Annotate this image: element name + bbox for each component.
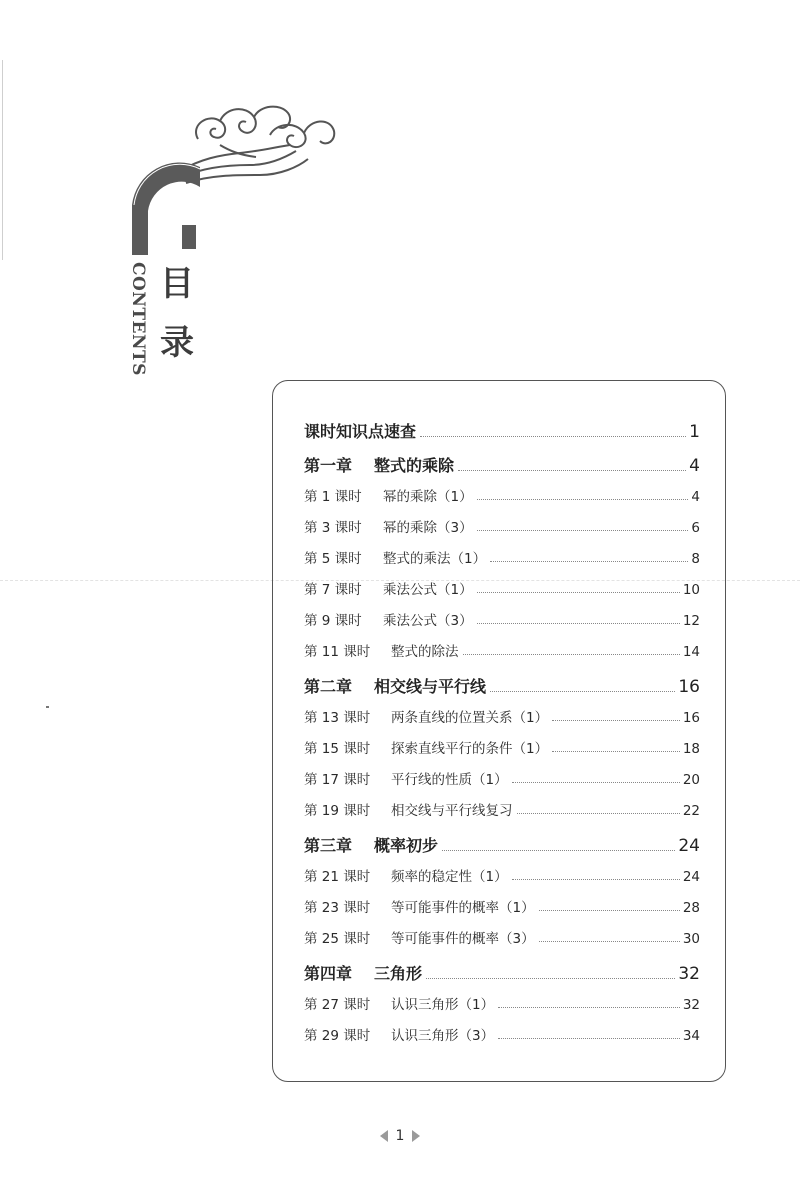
lesson-number: 第 5 课时 [304,551,362,567]
dot-leader [490,691,675,692]
dot-leader [477,530,689,531]
scan-edge-line [2,60,3,260]
chapter-number: 第三章 [304,836,353,855]
lesson-number: 第 23 课时 [304,900,371,916]
toc-lesson-row[interactable] [304,640,700,660]
toc-chapter-row[interactable] [304,833,700,856]
lesson-page: 10 [682,582,700,598]
toc-lesson-row[interactable] [304,485,700,505]
toc-lesson-row[interactable] [304,609,700,629]
lesson-title: 乘法公式（1） [383,582,473,598]
lesson-title: 等可能事件的概率（3） [391,931,535,947]
toc-intro-label: 课时知识点速查 [304,422,417,441]
lesson-title: 整式的乘法（1） [383,551,487,567]
title-char-lu: 录 [160,323,194,363]
chapter-title: 概率初步 [374,836,439,855]
dot-leader [490,561,688,562]
dot-leader [477,499,689,500]
chapter-number: 第四章 [304,964,353,983]
toc-chapter-row[interactable] [304,674,700,697]
lesson-page: 16 [682,710,700,726]
lesson-number: 第 7 课时 [304,582,362,598]
lesson-page: 22 [682,803,700,819]
lesson-number: 第 25 课时 [304,931,371,947]
lesson-number: 第 17 课时 [304,772,371,788]
chapter-page: 16 [678,677,700,697]
lesson-number: 第 13 课时 [304,710,371,726]
toc-lesson-row[interactable] [304,1024,700,1044]
dot-leader [477,592,680,593]
lesson-title: 平行线的性质（1） [391,772,508,788]
lesson-page: 18 [682,741,700,757]
toc-lesson-row[interactable] [304,706,700,726]
cloud-swirl-icon [120,95,340,255]
dot-leader [498,1038,680,1039]
dot-leader [458,470,686,471]
lesson-number: 第 29 课时 [304,1028,371,1044]
lesson-title: 幂的乘除（3） [383,520,473,536]
dot-leader [420,436,686,437]
dot-leader [426,978,675,979]
lesson-page: 32 [682,997,700,1013]
lesson-number: 第 15 课时 [304,741,371,757]
dot-leader [539,910,680,911]
lesson-title: 幂的乘除（1） [383,489,473,505]
triangle-left-icon [380,1130,388,1142]
dot-leader [442,850,675,851]
dot-leader [517,813,680,814]
lesson-page: 6 [691,520,700,536]
dot-leader [512,879,680,880]
lesson-page: 34 [682,1028,700,1044]
lesson-title: 认识三角形（1） [391,997,495,1013]
dot-leader [552,751,680,752]
lesson-page: 14 [682,644,700,660]
dot-leader [477,623,680,624]
toc-lesson-row[interactable] [304,865,700,885]
lesson-title: 等可能事件的概率（1） [391,900,535,916]
toc-lesson-row[interactable] [304,896,700,916]
lesson-title: 两条直线的位置关系（1） [391,710,549,726]
lesson-title: 认识三角形（3） [391,1028,495,1044]
triangle-right-icon [412,1130,420,1142]
page-pager [360,1126,440,1146]
lesson-number: 第 1 课时 [304,489,362,505]
toc-chapter-row[interactable] [304,453,700,476]
dot-leader [463,654,680,655]
lesson-number: 第 27 课时 [304,997,371,1013]
dot-leader [512,782,680,783]
toc-intro-row[interactable] [304,419,700,442]
lesson-title: 整式的除法 [391,644,459,660]
dot-leader [552,720,680,721]
toc-lesson-row[interactable] [304,768,700,788]
lesson-number: 第 3 课时 [304,520,362,536]
chapter-page: 24 [678,836,700,856]
toc-lesson-row[interactable] [304,547,700,567]
chapter-page: 4 [689,456,700,476]
toc-chapter-row[interactable] [304,961,700,984]
chapter-number: 第二章 [304,677,353,696]
title-char-mu: 目 [160,264,194,304]
toc-lesson-row[interactable] [304,993,700,1013]
lesson-page: 30 [682,931,700,947]
toc-lesson-row[interactable] [304,927,700,947]
contents-text: CONTENTS [128,262,148,376]
lesson-title: 乘法公式（3） [383,613,473,629]
dot-leader [539,941,680,942]
lesson-page: 24 [682,869,700,885]
chapter-title: 相交线与平行线 [374,677,487,696]
lesson-number: 第 19 课时 [304,803,371,819]
chapter-title: 三角形 [374,964,423,983]
lesson-title: 频率的稳定性（1） [391,869,508,885]
toc-lesson-row[interactable] [304,516,700,536]
toc-intro-page: 1 [689,422,700,442]
lesson-page: 8 [691,551,700,567]
toc-lesson-row[interactable] [304,737,700,757]
chapter-title: 整式的乘除 [374,456,455,475]
lesson-page: 12 [682,613,700,629]
lesson-number: 第 21 课时 [304,869,371,885]
chapter-page: 32 [678,964,700,984]
lesson-page: 20 [682,772,700,788]
contents-vertical-label [128,262,148,402]
lesson-title: 相交线与平行线复习 [391,803,513,819]
toc-lesson-row[interactable] [304,578,700,598]
lesson-page: 4 [691,489,700,505]
scan-speck [46,706,49,708]
lesson-number: 第 9 课时 [304,613,362,629]
page-number: 1 [395,1128,405,1144]
toc-lesson-row[interactable] [304,799,700,819]
lesson-number: 第 11 课时 [304,644,371,660]
chapter-number: 第一章 [304,456,353,475]
lesson-page: 28 [682,900,700,916]
lesson-title: 探索直线平行的条件（1） [391,741,549,757]
dot-leader [498,1007,680,1008]
